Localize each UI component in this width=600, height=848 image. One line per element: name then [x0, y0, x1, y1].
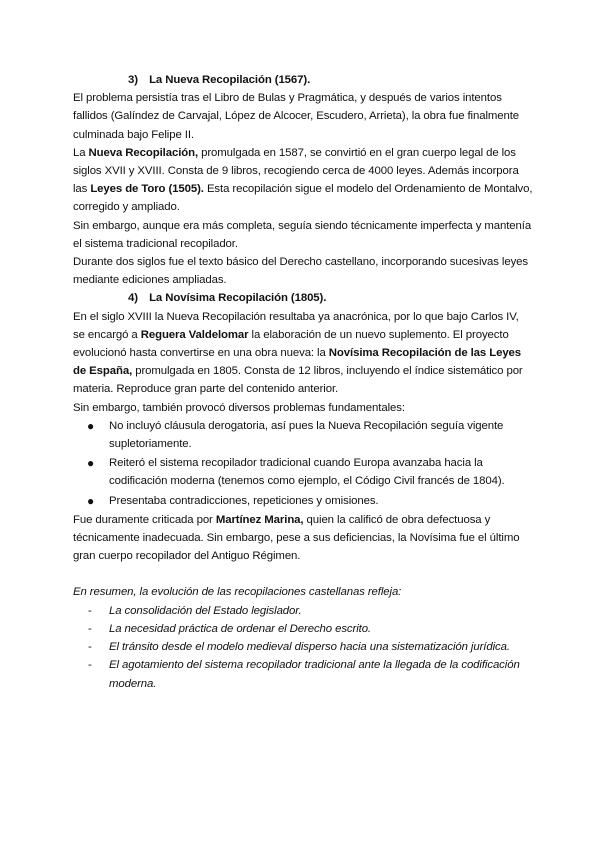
bullet-icon: ● [87, 493, 95, 508]
text-run: promulgada en 1805. Consta de 12 libros, incluyendo el índice sistemático por materia. Reproduce gran parte del contenido anterior. [73, 365, 523, 396]
dash-icon: - [88, 641, 92, 654]
list-item-text: Reiteró el sistema recopilador tradicional cuando Europa avanzaba hacia la codificación moderna (tenemos como ejemplo, el Código Civil francés de 1804). [109, 457, 505, 488]
list-item [73, 602, 533, 620]
problems-list [73, 417, 533, 510]
text-run: Fue duramente criticada por [73, 513, 216, 526]
section-4-paragraph-3 [73, 511, 533, 566]
section-3-number: 3) [128, 74, 138, 86]
bullet-icon: ● [87, 456, 95, 471]
bold-term-novisima-recopilacion: Novísima Recopilación de las Leyes de España, [73, 347, 522, 378]
list-item [73, 417, 533, 453]
text-run: promulgada en 1587, se convirtió en el gran cuerpo legal de los siglos XVII y XVIII. Consta de 9 libros, recogiendo cerca de 4000 leyes. Además incorpora las [73, 146, 519, 196]
list-item-text: La necesidad práctica de ordenar el Derecho escrito. [109, 622, 372, 635]
section-3-paragraph-3: Sin embargo, aunque era más completa, seguía siendo técnicamente imperfecta y mantenía el sistema tradicional recopilador. [73, 219, 532, 250]
text-run: La [73, 146, 89, 159]
dash-icon: - [88, 622, 92, 635]
summary-intro: En resumen, la evolución de las recopilaciones castellanas refleja: [73, 586, 402, 599]
list-item-text: La consolidación del Estado legislador. [109, 604, 302, 617]
bold-term-leyes-de-toro: Leyes de Toro (1505). [90, 183, 204, 196]
text-run: la elaboración de un nuevo suplemento. El proyecto evolucionó hasta convertirse en una obra nueva: la [73, 328, 509, 360]
section-3-paragraph-4: Durante dos siglos fue el texto básico del Derecho castellano, incorporando sucesivas leyes mediante ediciones ampliadas. [73, 256, 529, 287]
section-3-heading [73, 71, 533, 89]
list-item-text: El tránsito desde el modelo medieval disperso hacia una sistematización jurídica. [109, 641, 510, 654]
section-3-title: La Nueva Recopilación (1567). [149, 74, 311, 86]
section-3-paragraph-1: El problema persistía tras el Libro de Bulas y Pragmática, y después de varios intentos fallidos (Galíndez de Carvajal, López de Alcocer, Escudero, Arrieta), la obra fue finalmente culminada bajo Felipe II. [73, 92, 520, 141]
bold-term-reguera-valdelomar: Reguera Valdelomar [140, 328, 249, 341]
bullet-icon: ● [87, 418, 95, 433]
document-body [73, 71, 533, 693]
section-4-paragraph-1 [73, 308, 533, 399]
list-item-text: No incluyó cláusula derogatoria, así pues la Nueva Recopilación seguía vigente supletoriamente. [109, 419, 504, 451]
text-run: Esta recopilación sigue el modelo del Ordenamiento de Montalvo, corregido y ampliado. [73, 183, 533, 214]
section-4-heading [73, 289, 533, 307]
section-4-title: La Novísima Recopilación (1805). [149, 292, 327, 305]
bold-term-nueva-recopilacion: Nueva Recopilación, [88, 146, 199, 159]
list-item [73, 620, 533, 638]
dash-icon: - [88, 659, 92, 672]
summary-list [73, 602, 533, 693]
list-item-text: Presentaba contradicciones, repeticiones y omisiones. [109, 494, 379, 507]
list-item [73, 656, 533, 692]
section-4-paragraph-2: Sin embargo, también provocó diversos problemas fundamentales: [73, 401, 405, 414]
section-4-number: 4) [128, 292, 138, 305]
section-3-paragraph-2 [73, 144, 533, 217]
bold-term-martinez-marina: Martínez Marina, [215, 513, 304, 526]
dash-icon: - [88, 604, 92, 617]
list-item-text: El agotamiento del sistema recopilador tradicional ante la llegada de la codificación moderna. [109, 659, 520, 690]
list-item [73, 454, 533, 490]
list-item [73, 638, 533, 656]
text-run: quien la calificó de obra defectuosa y técnicamente inadecuada. Sin embargo, pese a sus deficiencias, la Novísima fue el último gran cuerpo recopilador del Antiguo Régimen. [73, 513, 520, 563]
list-item [73, 492, 533, 510]
text-run: En el siglo XVIII la Nueva Recopilación resultaba ya anacrónica, por lo que bajo Carlos IV, se encargó a [73, 310, 519, 341]
